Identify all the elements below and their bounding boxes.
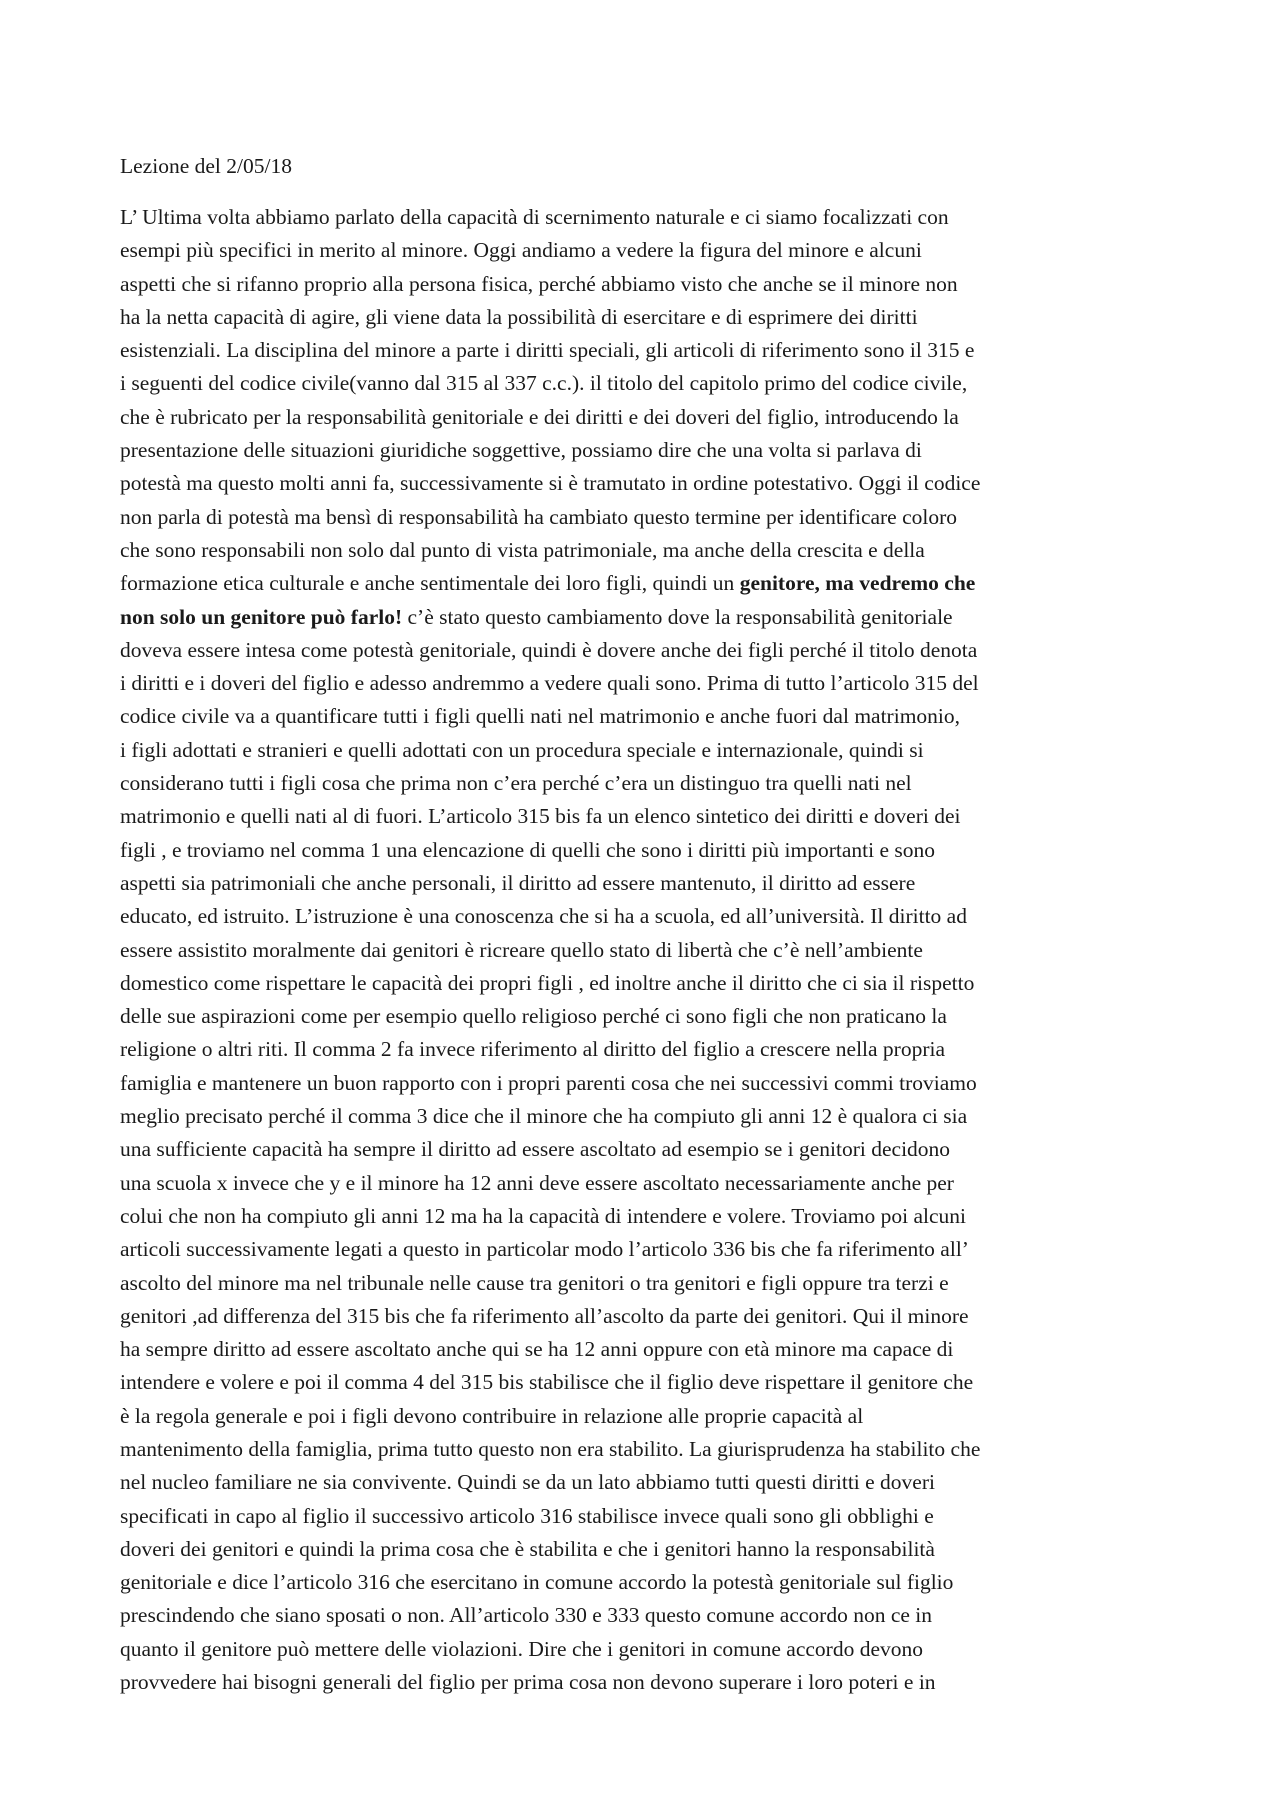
text-line: doveva essere intesa come potestà genitoriale, quindi è dovere anche dei figli perché il titolo denota <box>120 637 978 662</box>
text-line: articoli successivamente legati a questo in particolar modo l’articolo 336 bis che fa riferimento all’ <box>120 1237 969 1262</box>
text-line: è la regola generale e poi i figli devono contribuire in relazione alle proprie capacità al <box>120 1403 864 1428</box>
text-line: ha la netta capacità di agire, gli viene data la possibilità di esercitare e di esprimere dei diritti <box>120 304 918 329</box>
text-line: matrimonio e quelli nati al di fuori. L’articolo 315 bis fa un elenco sintetico dei diritti e doveri dei <box>120 804 961 829</box>
text-line: nel nucleo familiare ne sia convivente. Quindi se da un lato abbiamo tutti questi diritti e doveri <box>120 1470 935 1495</box>
text-line: quanto il genitore può mettere delle violazioni. Dire che i genitori in comune accordo devono <box>120 1636 923 1661</box>
text-line: provvedere hai bisogni generali del figlio per prima cosa non devono superare i loro poteri e in <box>120 1670 936 1695</box>
text-line: i diritti e i doveri del figlio e adesso andremmo a vedere quali sono. Prima di tutto l’articolo 315 del <box>120 671 979 696</box>
text-line: i seguenti del codice civile(vanno dal 315 al 337 c.c.). il titolo del capitolo primo del codice civile, <box>120 371 968 396</box>
text-line: considerano tutti i figli cosa che prima non c’era perché c’era un distinguo tra quelli nati nel <box>120 771 912 796</box>
text-line: meglio precisato perché il comma 3 dice che il minore che ha compiuto gli anni 12 è qualora ci sia <box>120 1104 968 1129</box>
text-line: una sufficiente capacità ha sempre il diritto ad essere ascoltato ad esempio se i genitori decidono <box>120 1137 951 1162</box>
text-line: non parla di potestà ma bensì di responsabilità ha cambiato questo termine per identificare coloro <box>120 504 958 529</box>
text-line: genitori ,ad differenza del 315 bis che fa riferimento all’ascolto da parte dei genitori. Qui il minore <box>120 1303 969 1328</box>
text-line: educato, ed istruito. L’istruzione è una conoscenza che si ha a scuola, ed all’università. Il diritto ad <box>120 904 967 929</box>
text-line: che è rubricato per la responsabilità genitoriale e dei diritti e dei doveri del figlio, introducendo la <box>120 404 959 429</box>
text-line: domestico come rispettare le capacità dei propri figli , ed inoltre anche il diritto che ci sia il rispetto <box>120 970 975 995</box>
text-line: una scuola x invece che y e il minore ha 12 anni deve essere ascoltato necessariamente anche per <box>120 1170 954 1195</box>
page-title: Lezione del 2/05/18 <box>120 154 292 178</box>
text-line: religione o altri riti. Il comma 2 fa invece riferimento al diritto del figlio a crescere nella propria <box>120 1037 946 1062</box>
text-line: codice civile va a quantificare tutti i figli quelli nati nel matrimonio e anche fuori dal matrimonio, <box>120 704 961 729</box>
text-line: aspetti che si rifanno proprio alla persona fisica, perché abbiamo visto che anche se il minore non <box>120 271 958 296</box>
bold-text: non solo un genitore può farlo! <box>120 604 403 629</box>
text-line: esistenziali. La disciplina del minore a parte i diritti speciali, gli articoli di riferimento sono il 315 e <box>120 338 975 363</box>
text-line-mixed <box>120 601 1170 634</box>
text-line: prescindendo che siano sposati o non. All’articolo 330 e 333 questo comune accordo non ce in <box>120 1603 933 1628</box>
text-segment: c’è stato questo cambiamento dove la responsabilità genitoriale <box>402 604 953 629</box>
text-line: famiglia e mantenere un buon rapporto con i propri parenti cosa che nei successivi commi troviamo <box>120 1070 977 1095</box>
text-line: ascolto del minore ma nel tribunale nelle cause tra genitori o tra genitori e figli oppure tra terzi e <box>120 1270 949 1295</box>
text-line: essere assistito moralmente dai genitori è ricreare quello stato di libertà che c’è nell’ambiente <box>120 937 923 962</box>
text-line: aspetti sia patrimoniali che anche personali, il diritto ad essere mantenuto, il diritto ad essere <box>120 870 916 895</box>
bold-text: genitore, ma vedremo che <box>739 571 976 596</box>
text-line: esempi più specifici in merito al minore. Oggi andiamo a vedere la figura del minore e alcuni <box>120 238 922 263</box>
text-line: L’ Ultima volta abbiamo parlato della capacità di scernimento naturale e ci siamo focalizzati con <box>120 205 949 229</box>
text-line: genitoriale e dice l’articolo 316 che esercitano in comune accordo la potestà genitoriale sul figlio <box>120 1570 954 1595</box>
text-line: i figli adottati e stranieri e quelli adottati con un procedura speciale e internazionale, quindi si <box>120 737 924 762</box>
text-line-mixed <box>120 567 1170 600</box>
body-text <box>120 201 1170 1699</box>
text-line: colui che non ha compiuto gli anni 12 ma ha la capacità di intendere e volere. Troviamo poi alcuni <box>120 1203 967 1228</box>
text-line: intendere e volere e poi il comma 4 del 315 bis stabilisce che il figlio deve rispettare il genitore che <box>120 1370 974 1395</box>
text-line: delle sue aspirazioni come per esempio quello religioso perché ci sono figli che non praticano la <box>120 1004 947 1029</box>
text-line: mantenimento della famiglia, prima tutto questo non era stabilito. La giurisprudenza ha stabilito che <box>120 1436 981 1461</box>
text-line: ha sempre diritto ad essere ascoltato anche qui se ha 12 anni oppure con età minore ma capace di <box>120 1337 954 1362</box>
text-line: potestà ma questo molti anni fa, successivamente si è tramutato in ordine potestativo. Oggi il codice <box>120 471 981 496</box>
text-segment: formazione etica culturale e anche sentimentale dei loro figli, quindi un <box>120 571 740 596</box>
text-line: doveri dei genitori e quindi la prima cosa che è stabilita e che i genitori hanno la responsabilità <box>120 1536 935 1561</box>
text-line: presentazione delle situazioni giuridiche soggettive, possiamo dire che una volta si parlava di <box>120 438 922 463</box>
text-line: figli , e troviamo nel comma 1 una elencazione di quelli che sono i diritti più importanti e sono <box>120 837 936 862</box>
text-line: specificati in capo al figlio il successivo articolo 316 stabilisce invece quali sono gli obblighi e <box>120 1503 934 1528</box>
text-line: che sono responsabili non solo dal punto di vista patrimoniale, ma anche della crescita e della <box>120 537 925 562</box>
